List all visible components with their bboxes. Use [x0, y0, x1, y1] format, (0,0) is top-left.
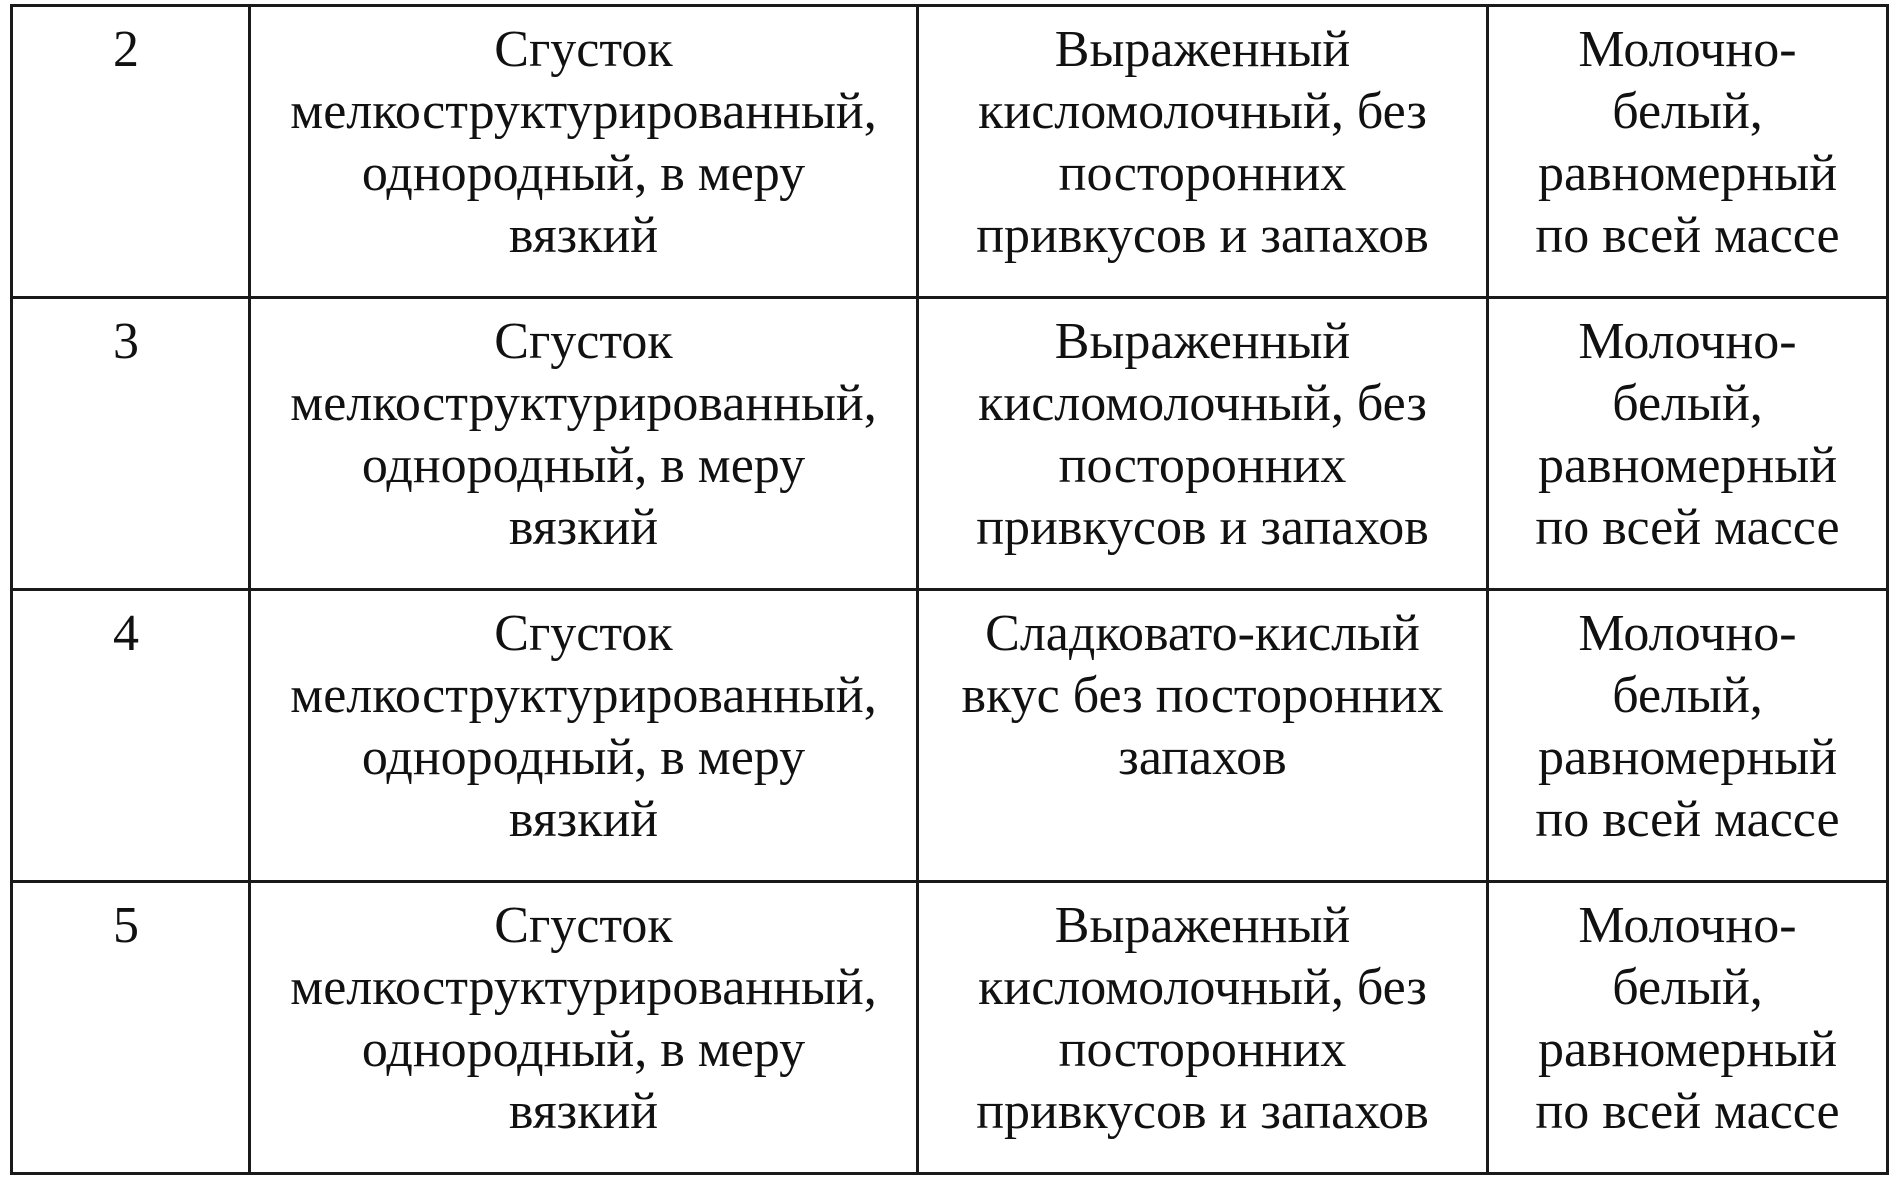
consistency-line: вязкий	[508, 1083, 659, 1140]
consistency-cell	[250, 590, 918, 882]
taste-line: вкус без посторонних	[961, 667, 1444, 724]
row-number: 4	[113, 605, 139, 662]
taste-line: кисломолочный, без	[978, 959, 1427, 1016]
taste-line: посторонних	[1058, 145, 1347, 202]
color-line: равномерный	[1537, 1021, 1838, 1078]
table-row	[12, 298, 1888, 590]
consistency-line: Сгусток	[494, 897, 673, 954]
consistency-line: вязкий	[508, 207, 659, 264]
color-line: по всей массе	[1535, 207, 1840, 264]
taste-cell	[918, 6, 1488, 298]
consistency-line: вязкий	[508, 499, 659, 556]
color-line: белый,	[1612, 959, 1763, 1016]
consistency-line: однородный, в меру	[361, 145, 806, 202]
taste-line: запахов	[1118, 729, 1287, 786]
taste-line: привкусов и запахов	[976, 207, 1429, 264]
row-number: 2	[113, 21, 139, 78]
taste-line: привкусов и запахов	[976, 499, 1429, 556]
consistency-line: Сгусток	[494, 605, 673, 662]
color-cell	[1488, 882, 1888, 1174]
consistency-line: однородный, в меру	[361, 437, 806, 494]
consistency-cell	[250, 882, 918, 1174]
consistency-line: однородный, в меру	[361, 1021, 806, 1078]
taste-line: кисломолочный, без	[978, 375, 1427, 432]
color-line: по всей массе	[1535, 791, 1840, 848]
consistency-line: мелкоструктурированный,	[290, 83, 877, 140]
color-line: по всей массе	[1535, 499, 1840, 556]
taste-cell	[918, 298, 1488, 590]
consistency-line: Сгусток	[494, 21, 673, 78]
consistency-line: мелкоструктурированный,	[290, 375, 877, 432]
taste-line: кисломолочный, без	[978, 83, 1427, 140]
color-line: равномерный	[1537, 729, 1838, 786]
consistency-line: мелкоструктурированный,	[290, 959, 877, 1016]
color-line: Молочно-	[1578, 897, 1797, 954]
taste-cell	[918, 590, 1488, 882]
row-number: 3	[113, 313, 139, 370]
color-line: по всей массе	[1535, 1083, 1840, 1140]
color-line: равномерный	[1537, 437, 1838, 494]
color-line: белый,	[1612, 375, 1763, 432]
taste-cell	[918, 882, 1488, 1174]
table-row	[12, 6, 1888, 298]
color-line: белый,	[1612, 667, 1763, 724]
row-number-cell	[12, 882, 250, 1174]
row-number-cell	[12, 6, 250, 298]
color-cell	[1488, 590, 1888, 882]
consistency-line: однородный, в меру	[361, 729, 806, 786]
taste-line: привкусов и запахов	[976, 1083, 1429, 1140]
row-number-cell	[12, 590, 250, 882]
taste-line: Выраженный	[1054, 313, 1351, 370]
consistency-line: вязкий	[508, 791, 659, 848]
taste-line: посторонних	[1058, 437, 1347, 494]
taste-line: Выраженный	[1054, 21, 1351, 78]
color-cell	[1488, 6, 1888, 298]
row-number: 5	[113, 897, 139, 954]
row-number-cell	[12, 298, 250, 590]
taste-line: посторонних	[1058, 1021, 1347, 1078]
table-row	[12, 590, 1888, 882]
table-body	[12, 6, 1888, 1174]
consistency-line: Сгусток	[494, 313, 673, 370]
results-table	[10, 4, 1889, 1175]
consistency-cell	[250, 298, 918, 590]
consistency-line: мелкоструктурированный,	[290, 667, 877, 724]
table-row	[12, 882, 1888, 1174]
color-line: белый,	[1612, 83, 1763, 140]
color-line: Молочно-	[1578, 605, 1797, 662]
color-line: Молочно-	[1578, 313, 1797, 370]
color-cell	[1488, 298, 1888, 590]
color-line: равномерный	[1537, 145, 1838, 202]
taste-line: Выраженный	[1054, 897, 1351, 954]
taste-line: Сладковато-кислый	[985, 605, 1420, 662]
color-line: Молочно-	[1578, 21, 1797, 78]
consistency-cell	[250, 6, 918, 298]
